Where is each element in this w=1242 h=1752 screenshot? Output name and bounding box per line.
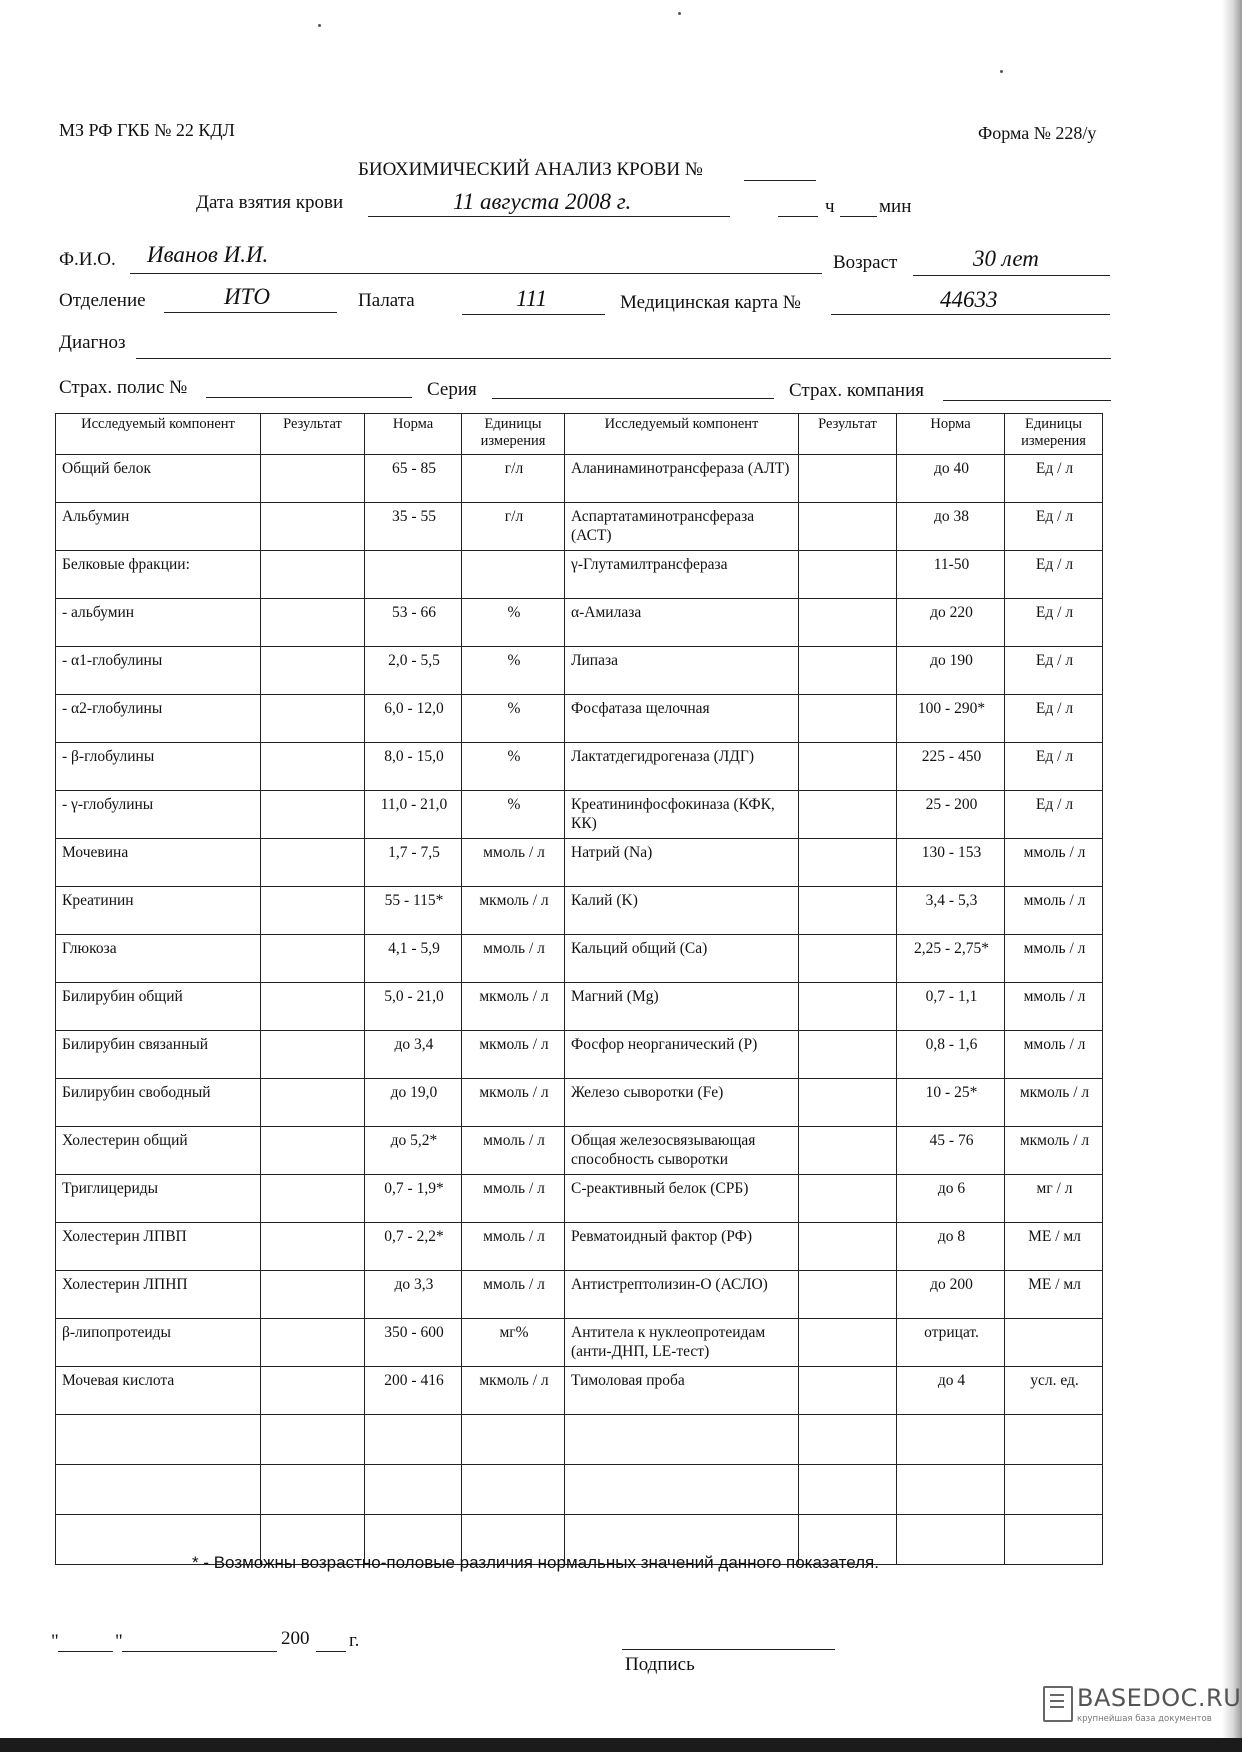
unit-value: ммоль / л (462, 1223, 565, 1271)
age-field[interactable] (913, 275, 1110, 276)
unit-value: мкмоль / л (462, 1031, 565, 1079)
result-cell[interactable] (799, 1319, 897, 1367)
unit-value: мг / л (1005, 1175, 1103, 1223)
table-row (56, 1127, 1103, 1175)
table-row (56, 887, 1103, 935)
norm-value: до 8 (897, 1223, 1005, 1271)
minute-field[interactable] (840, 216, 877, 217)
norm-value: 5,0 - 21,0 (365, 983, 462, 1031)
page-title: БИОХИМИЧЕСКИЙ АНАЛИЗ КРОВИ № (358, 159, 703, 180)
column-header: Норма (365, 414, 462, 455)
fio-field[interactable] (130, 273, 822, 274)
component-name: Тимоловая проба (565, 1367, 799, 1415)
scan-speck (678, 12, 681, 15)
empty-cell[interactable] (799, 1465, 897, 1515)
unit-value: Ед / л (1005, 455, 1103, 503)
close-quote: " (115, 1631, 123, 1652)
table-row (56, 791, 1103, 839)
result-cell[interactable] (799, 1127, 897, 1175)
component-name: С-реактивный белок (СРБ) (565, 1175, 799, 1223)
empty-cell[interactable] (261, 1415, 365, 1465)
component-name: Кальций общий (Ca) (565, 935, 799, 983)
norm-value: 350 - 600 (365, 1319, 462, 1367)
table-row (56, 1367, 1103, 1415)
result-cell[interactable] (261, 743, 365, 791)
empty-cell[interactable] (897, 1415, 1005, 1465)
component-name: Альбумин (56, 503, 261, 551)
result-cell[interactable] (261, 1271, 365, 1319)
norm-value: 55 - 115* (365, 887, 462, 935)
norm-value: до 38 (897, 503, 1005, 551)
result-cell[interactable] (261, 503, 365, 551)
component-name: Натрий (Na) (565, 839, 799, 887)
table-row (56, 1175, 1103, 1223)
date-field[interactable] (368, 216, 730, 217)
century-prefix: 200 (281, 1628, 310, 1649)
empty-cell[interactable] (897, 1515, 1005, 1565)
unit-value: г/л (462, 503, 565, 551)
basedoc-watermark[interactable] (1043, 1684, 1242, 1728)
norm-value: 65 - 85 (365, 455, 462, 503)
component-name: Холестерин общий (56, 1127, 261, 1175)
norm-value: 11,0 - 21,0 (365, 791, 462, 839)
norm-value: 10 - 25* (897, 1079, 1005, 1127)
open-quote: " (51, 1631, 59, 1652)
empty-cell[interactable] (897, 1465, 1005, 1515)
result-cell[interactable] (799, 791, 897, 839)
table-row (56, 455, 1103, 503)
component-name: Лактатдегидрогеназа (ЛДГ) (565, 743, 799, 791)
scan-bottom-edge (0, 1738, 1242, 1752)
unit-value: мкмоль / л (462, 1367, 565, 1415)
table-row (56, 743, 1103, 791)
component-name: Липаза (565, 647, 799, 695)
empty-cell[interactable] (799, 1415, 897, 1465)
unit-value: ммоль / л (462, 839, 565, 887)
unit-value (462, 551, 565, 599)
norm-value: 200 - 416 (365, 1367, 462, 1415)
result-cell[interactable] (261, 1223, 365, 1271)
scan-edge (1222, 0, 1242, 1752)
table-row (56, 1271, 1103, 1319)
unit-value: Ед / л (1005, 647, 1103, 695)
unit-value: Ед / л (1005, 503, 1103, 551)
unit-value: ммоль / л (1005, 1031, 1103, 1079)
component-name: - α1-глобулины (56, 647, 261, 695)
result-cell[interactable] (261, 1079, 365, 1127)
component-name: β-липопротеиды (56, 1319, 261, 1367)
analysis-number-field[interactable] (744, 180, 816, 181)
empty-cell[interactable] (462, 1465, 565, 1515)
norm-value: 2,0 - 5,5 (365, 647, 462, 695)
component-name: Ревматоидный фактор (РФ) (565, 1223, 799, 1271)
unit-value: ммоль / л (462, 1271, 565, 1319)
result-cell[interactable] (799, 839, 897, 887)
unit-value: % (462, 743, 565, 791)
norm-value: 3,4 - 5,3 (897, 887, 1005, 935)
column-header: Норма (897, 414, 1005, 455)
empty-cell[interactable] (261, 1465, 365, 1515)
result-cell[interactable] (261, 695, 365, 743)
medical-card-field[interactable] (831, 314, 1110, 315)
component-name: Общая железосвязывающая способность сыворотки (565, 1127, 799, 1175)
unit-value: мкмоль / л (1005, 1127, 1103, 1175)
component-name: - альбумин (56, 599, 261, 647)
unit-value (1005, 1319, 1103, 1367)
medical-card-label: Медицинская карта № (620, 292, 801, 313)
result-cell[interactable] (261, 647, 365, 695)
fio-value: Иванов И.И. (147, 242, 269, 267)
result-cell[interactable] (799, 1079, 897, 1127)
empty-cell[interactable] (462, 1415, 565, 1465)
department-value: ИТО (224, 284, 271, 309)
result-cell[interactable] (261, 1367, 365, 1415)
norm-value: 0,7 - 2,2* (365, 1223, 462, 1271)
component-name: Билирубин общий (56, 983, 261, 1031)
table-row (56, 983, 1103, 1031)
column-header: Результат (261, 414, 365, 455)
ward-label: Палата (358, 290, 415, 311)
day-field[interactable] (58, 1651, 113, 1652)
norm-value: 8,0 - 15,0 (365, 743, 462, 791)
watermark-tagline: крупнейшая база документов (1077, 1714, 1212, 1724)
norm-value: 6,0 - 12,0 (365, 695, 462, 743)
norm-value (365, 551, 462, 599)
empty-cell[interactable] (565, 1465, 799, 1515)
unit-value: ммоль / л (1005, 887, 1103, 935)
component-name: Мочевая кислота (56, 1367, 261, 1415)
fio-label: Ф.И.О. (59, 249, 116, 270)
component-name: α-Амилаза (565, 599, 799, 647)
result-cell[interactable] (799, 503, 897, 551)
unit-value: ммоль / л (462, 1127, 565, 1175)
norm-value: до 3,3 (365, 1271, 462, 1319)
empty-cell[interactable] (56, 1465, 261, 1515)
result-cell[interactable] (799, 599, 897, 647)
result-cell[interactable] (261, 839, 365, 887)
table-row (56, 695, 1103, 743)
analysis-table (55, 413, 1103, 1565)
column-header: Единицы измерения (1005, 414, 1103, 455)
norm-value: 0,7 - 1,9* (365, 1175, 462, 1223)
norm-value: 225 - 450 (897, 743, 1005, 791)
component-name: - β-глобулины (56, 743, 261, 791)
unit-value: Ед / л (1005, 599, 1103, 647)
norm-value: 100 - 290* (897, 695, 1005, 743)
org-name: МЗ РФ ГКБ № 22 КДЛ (59, 120, 235, 140)
empty-cell[interactable] (565, 1415, 799, 1465)
scan-speck (1000, 70, 1003, 73)
unit-value: % (462, 599, 565, 647)
result-cell[interactable] (261, 1319, 365, 1367)
component-name: Аланинаминотрансфераза (АЛТ) (565, 455, 799, 503)
result-cell[interactable] (261, 455, 365, 503)
empty-table-row (56, 1465, 1103, 1515)
norm-value: до 200 (897, 1271, 1005, 1319)
table-row (56, 1079, 1103, 1127)
unit-value: ммоль / л (462, 1175, 565, 1223)
year-suffix: г. (349, 1630, 360, 1651)
result-cell[interactable] (799, 887, 897, 935)
unit-value: мкмоль / л (462, 983, 565, 1031)
unit-value: мг% (462, 1319, 565, 1367)
norm-value: до 220 (897, 599, 1005, 647)
result-cell[interactable] (799, 1175, 897, 1223)
policy-label: Страх. полис № (59, 377, 188, 398)
column-header: Результат (799, 414, 897, 455)
unit-value: % (462, 791, 565, 839)
norm-value: отрицат. (897, 1319, 1005, 1367)
table-row (56, 1031, 1103, 1079)
component-name: γ-Глутамилтрансфераза (565, 551, 799, 599)
unit-value: Ед / л (1005, 551, 1103, 599)
component-name: Глюкоза (56, 935, 261, 983)
empty-cell[interactable] (1005, 1465, 1103, 1515)
year-field[interactable] (316, 1651, 346, 1652)
series-label: Серия (427, 379, 477, 400)
component-name: Магний (Mg) (565, 983, 799, 1031)
unit-value: г/л (462, 455, 565, 503)
document-icon (1043, 1686, 1073, 1722)
result-cell[interactable] (799, 455, 897, 503)
unit-value: % (462, 695, 565, 743)
unit-value: ммоль / л (462, 935, 565, 983)
result-cell[interactable] (261, 887, 365, 935)
policy-field[interactable] (206, 397, 412, 398)
table-row (56, 647, 1103, 695)
unit-value: ммоль / л (1005, 935, 1103, 983)
component-name: Фосфор неорганический (P) (565, 1031, 799, 1079)
table-row (56, 1319, 1103, 1367)
series-field[interactable] (492, 398, 774, 399)
empty-table-row (56, 1415, 1103, 1465)
ward-value: 111 (516, 286, 548, 311)
unit-value: Ед / л (1005, 695, 1103, 743)
empty-cell[interactable] (365, 1415, 462, 1465)
result-cell[interactable] (261, 791, 365, 839)
table-row (56, 503, 1103, 551)
empty-cell[interactable] (1005, 1515, 1103, 1565)
norm-value: 130 - 153 (897, 839, 1005, 887)
ward-field[interactable] (462, 314, 605, 315)
norm-value: 2,25 - 2,75* (897, 935, 1005, 983)
component-name: Калий (K) (565, 887, 799, 935)
norm-value: 4,1 - 5,9 (365, 935, 462, 983)
norm-value: 53 - 66 (365, 599, 462, 647)
component-name: - α2-глобулины (56, 695, 261, 743)
month-field[interactable] (122, 1651, 277, 1652)
diagnosis-field[interactable] (136, 358, 1111, 359)
component-name: Холестерин ЛПНП (56, 1271, 261, 1319)
date-label: Дата взятия крови (196, 192, 344, 213)
result-cell[interactable] (261, 1127, 365, 1175)
table-header-row (56, 414, 1103, 455)
norm-value: до 5,2* (365, 1127, 462, 1175)
norm-value: 35 - 55 (365, 503, 462, 551)
unit-value: мкмоль / л (462, 1079, 565, 1127)
component-name: Белковые фракции: (56, 551, 261, 599)
unit-value: усл. ед. (1005, 1367, 1103, 1415)
norm-value: до 190 (897, 647, 1005, 695)
scan-speck (318, 24, 321, 27)
unit-value: % (462, 647, 565, 695)
unit-value: МЕ / мл (1005, 1223, 1103, 1271)
component-name: Аспартатаминотрансфераза (АСТ) (565, 503, 799, 551)
table-row (56, 599, 1103, 647)
norm-value: до 4 (897, 1367, 1005, 1415)
table-row (56, 935, 1103, 983)
department-field[interactable] (164, 312, 337, 313)
empty-cell[interactable] (56, 1415, 261, 1465)
form-number: Форма № 228/у (978, 123, 1097, 143)
result-cell[interactable] (799, 1367, 897, 1415)
component-name: Билирубин связанный (56, 1031, 261, 1079)
column-header: Исследуемый компонент (56, 414, 261, 455)
component-name: Фосфатаза щелочная (565, 695, 799, 743)
result-cell[interactable] (799, 1271, 897, 1319)
norm-value: 11-50 (897, 551, 1005, 599)
component-name: Железо сыворотки (Fe) (565, 1079, 799, 1127)
component-name: Креатининфосфокиназа (КФК, КК) (565, 791, 799, 839)
result-cell[interactable] (799, 1223, 897, 1271)
medical-card-value: 44633 (940, 287, 998, 312)
result-cell[interactable] (799, 743, 897, 791)
result-cell[interactable] (799, 935, 897, 983)
result-cell[interactable] (799, 983, 897, 1031)
date-value: 11 августа 2008 г. (453, 189, 632, 214)
result-cell[interactable] (261, 1175, 365, 1223)
norm-value: до 19,0 (365, 1079, 462, 1127)
result-cell[interactable] (799, 1031, 897, 1079)
empty-cell[interactable] (365, 1465, 462, 1515)
result-cell[interactable] (261, 1031, 365, 1079)
component-name: - γ-глобулины (56, 791, 261, 839)
component-name: Билирубин свободный (56, 1079, 261, 1127)
column-header: Единицы измерения (462, 414, 565, 455)
component-name: Общий белок (56, 455, 261, 503)
norm-value: 1,7 - 7,5 (365, 839, 462, 887)
result-cell[interactable] (261, 551, 365, 599)
insurance-company-field[interactable] (943, 400, 1111, 401)
result-cell[interactable] (799, 695, 897, 743)
result-cell[interactable] (261, 599, 365, 647)
column-header: Исследуемый компонент (565, 414, 799, 455)
diagnosis-label: Диагноз (59, 332, 126, 353)
result-cell[interactable] (799, 647, 897, 695)
watermark-name: BASEDOC.RU (1077, 1684, 1242, 1712)
component-name: Антистрептолизин-О (АСЛО) (565, 1271, 799, 1319)
hour-field[interactable] (778, 216, 818, 217)
table-row (56, 551, 1103, 599)
norm-value: 25 - 200 (897, 791, 1005, 839)
footnote: * - Возможны возрастно-половые различия нормальных значений данного показателя. (192, 1553, 879, 1572)
norm-value: до 6 (897, 1175, 1005, 1223)
unit-value: ммоль / л (1005, 839, 1103, 887)
norm-value: 0,7 - 1,1 (897, 983, 1005, 1031)
unit-value: Ед / л (1005, 743, 1103, 791)
table-row (56, 1223, 1103, 1271)
table-row (56, 839, 1103, 887)
norm-value: 45 - 76 (897, 1127, 1005, 1175)
result-cell[interactable] (799, 551, 897, 599)
minute-label: мин (879, 196, 912, 217)
result-cell[interactable] (261, 935, 365, 983)
age-label: Возраст (833, 252, 898, 273)
component-name: Холестерин ЛПВП (56, 1223, 261, 1271)
unit-value: мкмоль / л (462, 887, 565, 935)
unit-value: МЕ / мл (1005, 1271, 1103, 1319)
component-name: Мочевина (56, 839, 261, 887)
result-cell[interactable] (261, 983, 365, 1031)
norm-value: до 40 (897, 455, 1005, 503)
signature-field[interactable] (622, 1649, 835, 1650)
empty-cell[interactable] (1005, 1415, 1103, 1465)
insurance-company-label: Страх. компания (789, 380, 924, 401)
component-name: Креатинин (56, 887, 261, 935)
component-name: Триглицериды (56, 1175, 261, 1223)
department-label: Отделение (59, 290, 146, 311)
component-name: Антитела к нуклеопротеидам (анти-ДНП, LE-тест) (565, 1319, 799, 1367)
unit-value: мкмоль / л (1005, 1079, 1103, 1127)
signature-label: Подпись (625, 1654, 695, 1675)
unit-value: Ед / л (1005, 791, 1103, 839)
hour-label: ч (825, 196, 835, 217)
norm-value: 0,8 - 1,6 (897, 1031, 1005, 1079)
unit-value: ммоль / л (1005, 983, 1103, 1031)
age-value: 30 лет (973, 246, 1039, 271)
norm-value: до 3,4 (365, 1031, 462, 1079)
